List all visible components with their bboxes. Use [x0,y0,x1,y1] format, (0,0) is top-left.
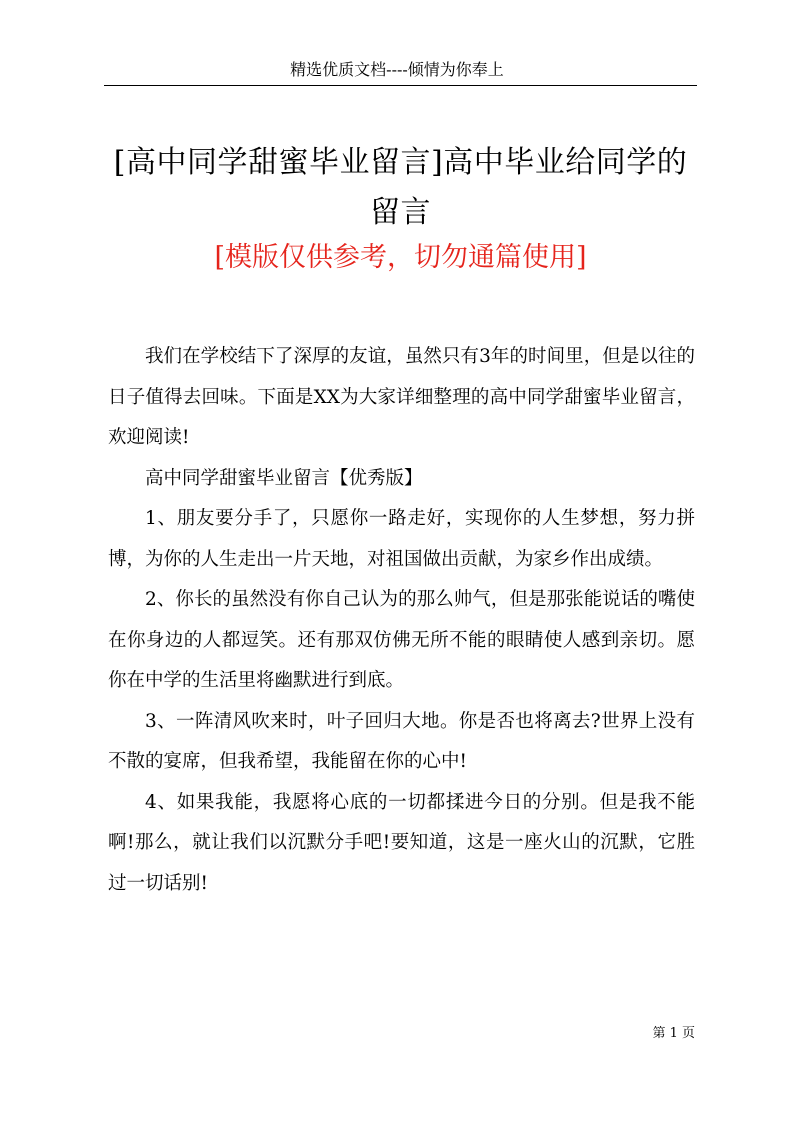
page-header: 精选优质文档----倾情为你奉上 [290,60,504,79]
page-number: 第 1 页 [652,1026,695,1041]
document-subtitle: [模版仅供参考，切勿通篇使用] [214,242,587,273]
document-title: [高中同学甜蜜毕业留言]高中毕业给同学的留言 [113,145,688,230]
document-body [108,337,695,904]
paragraph-section-heading: 高中同学甜蜜毕业留言【优秀版】 [145,467,423,489]
paragraph-message-3: 3、一阵清风吹来时，叶子回归大地。你是否也将离去?世界上没有不散的宴席，但我希望，我能留在你的心中! [108,710,695,772]
paragraph-intro: 我们在学校结下了深厚的友谊，虽然只有3年的时间里，但是以往的日子值得去回味。下面是XX为大家详细整理的高中同学甜蜜毕业留言，欢迎阅读! [108,346,695,448]
paragraph-message-4: 4、如果我能，我愿将心底的一切都揉进今日的分别。但是我不能啊!那么，就让我们以沉默分手吧!要知道，这是一座火山的沉默，它胜过一切话别! [108,791,695,894]
paragraph-message-1: 1、朋友要分手了，只愿你一路走好，实现你的人生梦想，努力拼博，为你的人生走出一片天地，对祖国做出贡献，为家乡作出成绩。 [108,508,695,570]
header-divider [104,85,697,86]
paragraph-message-2: 2、你长的虽然没有你自己认为的那么帅气，但是那张能说话的嘴使在你身边的人都逗笑。还有那双仿佛无所不能的眼睛使人感到亲切。愿你在中学的生活里将幽默进行到底。 [108,589,695,691]
